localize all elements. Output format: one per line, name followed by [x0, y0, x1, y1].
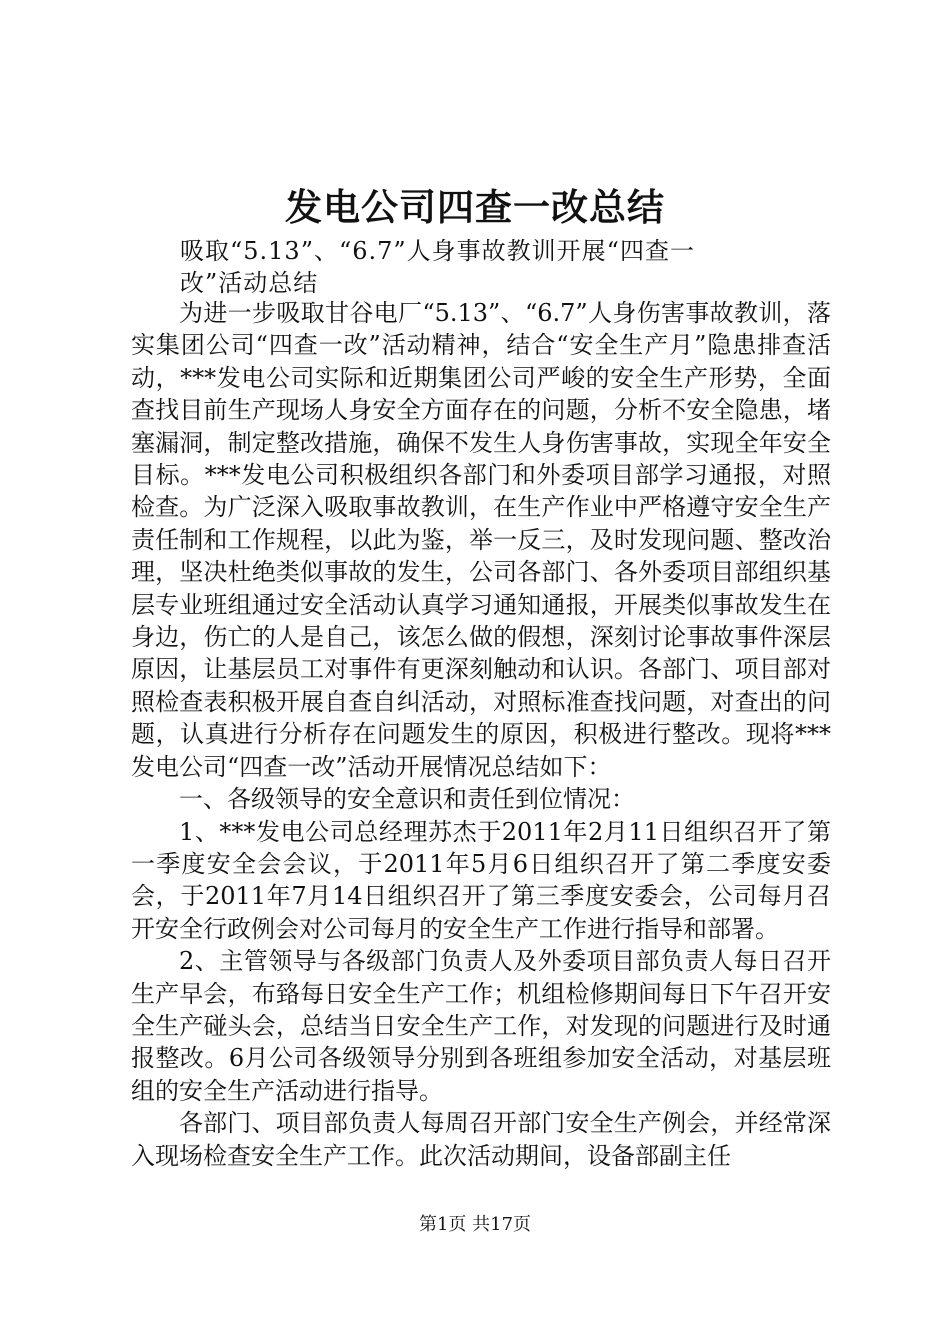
paragraph-item-1: 1、***发电公司总经理苏杰于2011年2月11日组织召开了第一季度安全会会议，于2011年5月6日组织召开了第二季度安委会，于2011年7月14日组织召开了第三季度安委会，公司每月召开安全行政例会对公司每月的安全生产工作进行指导和部署。: [131, 817, 831, 943]
page-indicator: 第1页 共17页: [418, 1214, 532, 1235]
document-body: [131, 297, 831, 1172]
paragraph-item-2: 2、主管领导与各级部门负责人及外委项目部负责人每日召开生产早会，布臵每日安全生产工作；机组检修期间每日下午召开安全生产碰头会，总结当日安全生产工作，对发现的问题进行及时通报整改。6月公司各级领导分别到各班组参加安全活动，对基层班组的安全生产活动进行指导。: [131, 947, 831, 1105]
paragraph-departments: 各部门、项目部负责人每周召开部门安全生产例会，并经常深入现场检查安全生产工作。此次活动期间，设备部副主任: [131, 1109, 831, 1170]
section-heading-1: 一、各级领导的安全意识和责任到位情况：: [179, 785, 635, 814]
paragraph-intro: 为进一步吸取甘谷电厂“5.13”、“6.7”人身伤害事故教训，落实集团公司“四查一改”活动精神，结合“安全生产月”隐患排查活动，***发电公司实际和近期集团公司严峻的安全生产形势，全面查找目前生产现场人身安全方面存在的问题，分析不安全隐患，堵塞漏洞，制定整改措施，确保不发生人身伤害事故，实现全年安全目标。***发电公司积极组织各部门和外委项目部学习通报，对照检查。为广泛深入吸取事故教训，在生产作业中严格遵守安全生产责任制和工作规程，以此为鉴，举一反三，及时发现问题、整改治理，坚决杜绝类似事故的发生，公司各部门、各外委项目部组织基层专业班组通过安全活动认真学习通知通报，开展类似事故发生在身边，伤亡的人是自己，该怎么做的假想，深刻讨论事故事件深层原因，让基层员工对事件有更深刻触动和认识。各部门、项目部对照检查表积极开展自查自纠活动，对照标准查找问题，对查出的问题，认真进行分析存在问题发生的原因，积极进行整改。现将***发电公司“四查一改”活动开展情况总结如下：: [131, 299, 831, 781]
document-subtitle: 吸取“5.13”、“6.7”人身事故教训开展“四查一改”活动总结: [180, 237, 695, 297]
document-title: 发电公司四查一改总结: [285, 185, 665, 229]
